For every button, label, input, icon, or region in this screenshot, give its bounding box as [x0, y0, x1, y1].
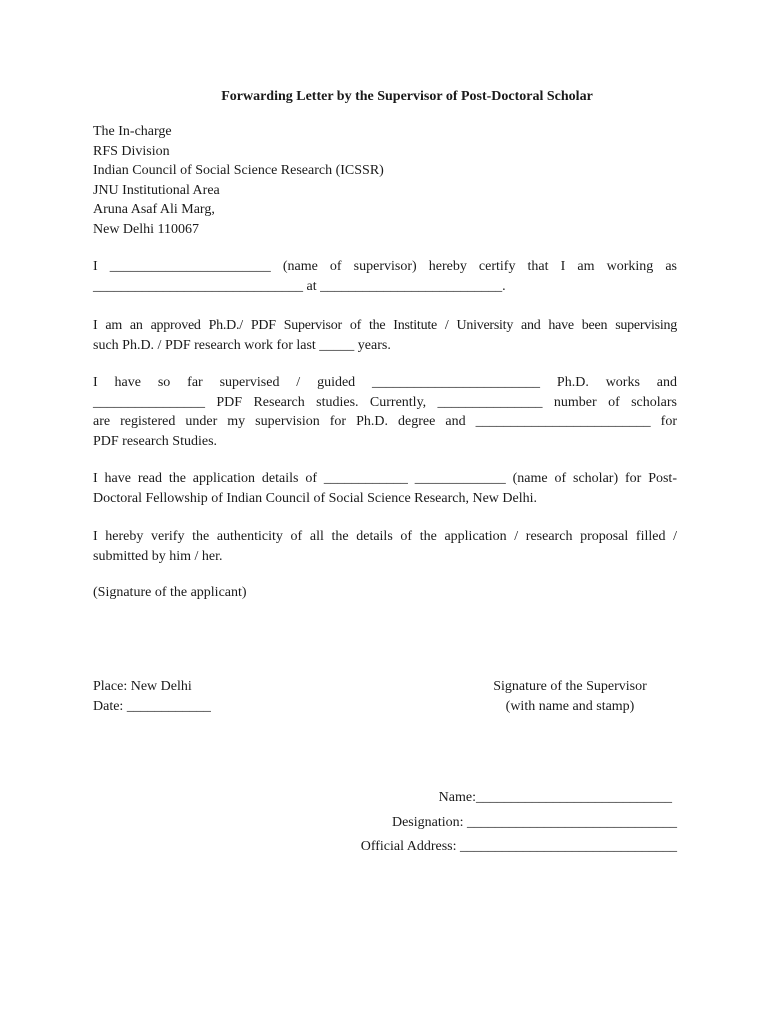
paragraph-line: I have so far supervised / guided ________________________ Ph.D. works and — [93, 375, 677, 390]
designation-field: Designation: ______________________________ — [391, 814, 677, 830]
date-field: Date: ____________ — [93, 698, 211, 714]
paragraph-line: I _______________________ (name of supervisor) hereby certify that I am working as — [93, 259, 677, 274]
paragraph-line: I have read the application details of ____________ _____________ (name of scholar) for Post- — [93, 471, 677, 486]
paragraph-line: I hereby verify the authenticity of all the details of the application / research proposal filled / — [93, 529, 677, 544]
address-line: JNU Institutional Area — [93, 182, 220, 198]
address-line: Indian Council of Social Science Research (ICSSR) — [93, 163, 384, 178]
signature-note: (with name and stamp) — [505, 698, 635, 714]
paragraph-line: PDF research Studies. — [93, 433, 218, 449]
address-line: RFS Division — [93, 143, 170, 159]
paragraph-line: Doctoral Fellowship of Indian Council of Social Science Research, New Delhi. — [93, 490, 537, 506]
supervision-paragraph — [93, 373, 677, 451]
paragraph-line: are registered under my supervision for Ph.D. degree and _________________________ for — [93, 414, 677, 429]
paragraph-line: I am an approved Ph.D./ PDF Supervisor of the Institute / University and have been supervising — [93, 318, 677, 333]
signature-label: Signature of the Supervisor — [493, 679, 647, 694]
applicant-signature-label: (Signature of the applicant) — [93, 585, 247, 600]
name-field: Name:____________________________ — [438, 790, 672, 805]
approval-paragraph — [93, 316, 677, 355]
paragraph-line: ______________________________ at __________________________. — [93, 278, 506, 294]
supervisor-details-block — [300, 786, 677, 860]
address-line: The In-charge — [93, 124, 172, 139]
paragraph-line: such Ph.D. / PDF research work for last _____ years. — [93, 337, 391, 353]
paragraph-line: submitted by him / her. — [93, 548, 223, 564]
verification-paragraph — [93, 527, 677, 566]
official-address-field: Official Address: _______________________________ — [360, 839, 677, 854]
recipient-address — [93, 122, 384, 239]
place-field: Place: New Delhi — [93, 679, 192, 694]
paragraph-line: ________________ PDF Research studies. Currently, _______________ number of scholars — [93, 394, 677, 410]
address-line: New Delhi 110067 — [93, 221, 200, 237]
certification-paragraph — [93, 257, 677, 296]
page-title: Forwarding Letter by the Supervisor of Post-Doctoral Scholar — [221, 89, 593, 104]
place-date-block — [93, 677, 211, 716]
supervisor-signature-block — [470, 677, 670, 716]
address-line: Aruna Asaf Ali Marg, — [93, 202, 215, 217]
scholar-paragraph — [93, 469, 677, 508]
